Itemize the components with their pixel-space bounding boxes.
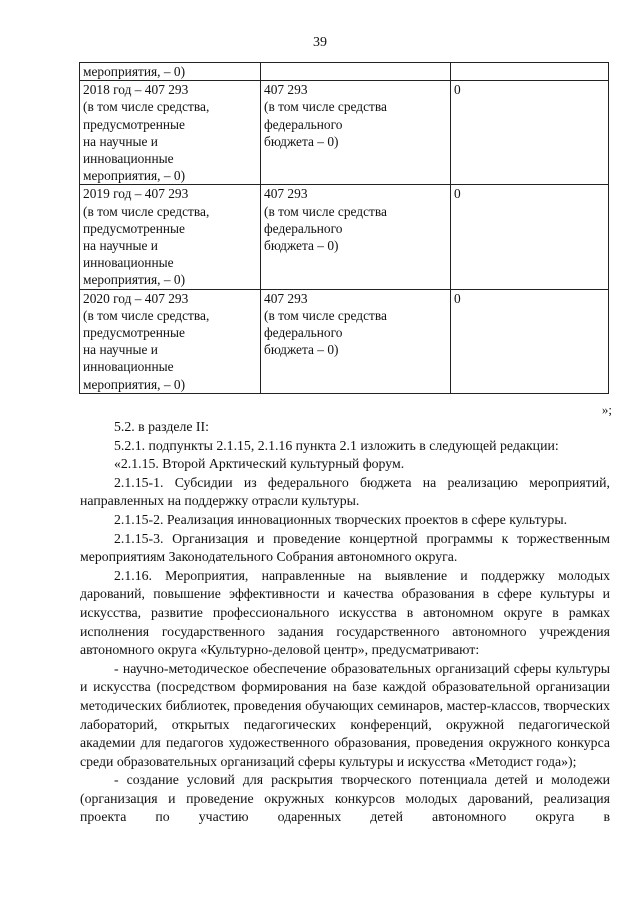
funding-table xyxy=(79,62,609,394)
cell-line: предусмотренные xyxy=(83,220,185,236)
cell-line: предусмотренные xyxy=(83,116,185,132)
table-row xyxy=(80,185,609,289)
paragraph-2-1-15-1: 2.1.15-1. Субсидии из федерального бюджета на реализацию мероприятий, направленных на поддержку отрасли культуры. xyxy=(80,474,610,509)
table-cell xyxy=(451,63,609,81)
cell-line: (в том числе средства xyxy=(264,307,387,323)
paragraph-2-1-15-2: 2.1.15-2. Реализация инновационных творческих проектов в сфере культуры. xyxy=(114,511,568,527)
table-cell xyxy=(451,185,609,289)
cell-line: на научные и xyxy=(83,133,158,149)
cell-line: предусмотренные xyxy=(83,325,185,341)
cell-line: на научные и xyxy=(83,342,158,358)
cell-line: бюджета – 0) xyxy=(264,133,339,149)
cell-line: мероприятия, – 0) xyxy=(83,64,186,79)
table-cell xyxy=(261,81,451,185)
table-cell xyxy=(261,289,451,393)
cell-line: инновационные xyxy=(83,151,174,167)
table-cell xyxy=(80,63,261,81)
cell-line: 0 xyxy=(454,82,461,98)
cell-line: 2018 год – 407 293 xyxy=(83,82,189,98)
cell-line: бюджета – 0) xyxy=(264,342,339,358)
cell-line: (в том числе средства, xyxy=(83,307,210,323)
paragraph-2-1-15: «2.1.15. Второй Арктический культурный форум. xyxy=(114,456,405,472)
cell-line: мероприятия, – 0) xyxy=(83,272,186,288)
page-number: 39 xyxy=(313,35,327,50)
cell-line: (в том числе средства, xyxy=(83,203,210,219)
cell-line: 2019 год – 407 293 xyxy=(83,186,189,202)
cell-line: бюджета – 0) xyxy=(264,238,339,254)
paragraph-subsection-ref: 5.2.1. подпункты 2.1.15, 2.1.16 пункта 2.1 изложить в следующей редакции: xyxy=(114,437,559,453)
cell-line: мероприятия, – 0) xyxy=(83,168,186,184)
cell-line: на научные и xyxy=(83,238,158,254)
cell-line: (в том числе средства xyxy=(264,203,387,219)
cell-line: федерального xyxy=(264,116,343,132)
cell-line: федерального xyxy=(264,325,343,341)
cell-line: 407 293 xyxy=(264,186,308,202)
cell-line: (в том числе средства, xyxy=(83,99,210,115)
table-cell xyxy=(80,289,261,393)
cell-line: 0 xyxy=(454,186,461,202)
table-cell xyxy=(451,81,609,185)
paragraph-2-1-15-3: 2.1.15-3. Организация и проведение концертной программы к торжественным мероприятиям Законодательного Собрания автономного округа. xyxy=(80,530,610,565)
paragraph-methodical-support: - научно-методическое обеспечение образовательных организаций сферы культуры и искусства (посредством формирования на базе каждой образовательной организации методических библиотек, проведения обучающих семинаров, мастер-классов, творческих лабораторий, открытых педагогических конференций, окружной педагогической академии для педагогов художественного образования, проведения окружного конкурса среди образовательных организаций сферы культуры и искусства «Методист года»); xyxy=(80,660,610,769)
table-cell xyxy=(261,63,451,81)
table-row xyxy=(80,81,609,185)
cell-line: 407 293 xyxy=(264,82,308,98)
table-cell xyxy=(451,289,609,393)
paragraph-creative-conditions: - создание условий для раскрытия творческого потенциала детей и молодежи (организация и проведение окружных конкурсов молодых дарований, реализация проекта по участию одаренных детей автономного округа в xyxy=(80,772,610,825)
cell-line: 0 xyxy=(454,290,461,306)
paragraph-2-1-16: 2.1.16. Мероприятия, направленные на выявление и поддержку молодых дарований, повышение эффективности и качества образования в сфере культуры и искусства, развитие профессионального искусства в автономном округе в рамках исполнения государственного задания государственного автономного учреждения автономного округа «Культурно-деловой центр», предусматривают: xyxy=(80,567,610,658)
cell-line: 407 293 xyxy=(264,290,308,306)
table-row xyxy=(80,63,609,81)
table-row xyxy=(80,289,609,393)
table-cell xyxy=(80,81,261,185)
table-end-mark: »; xyxy=(601,402,612,417)
cell-line: (в том числе средства xyxy=(264,99,387,115)
cell-line: инновационные xyxy=(83,359,174,375)
paragraph-section-ref: 5.2. в разделе II: xyxy=(114,419,209,434)
document-body xyxy=(80,418,610,827)
table-cell xyxy=(80,185,261,289)
cell-line: федерального xyxy=(264,220,343,236)
cell-line: 2020 год – 407 293 xyxy=(83,290,189,306)
table-cell xyxy=(261,185,451,289)
cell-line: мероприятия, – 0) xyxy=(83,376,186,392)
cell-line: инновационные xyxy=(83,255,174,271)
